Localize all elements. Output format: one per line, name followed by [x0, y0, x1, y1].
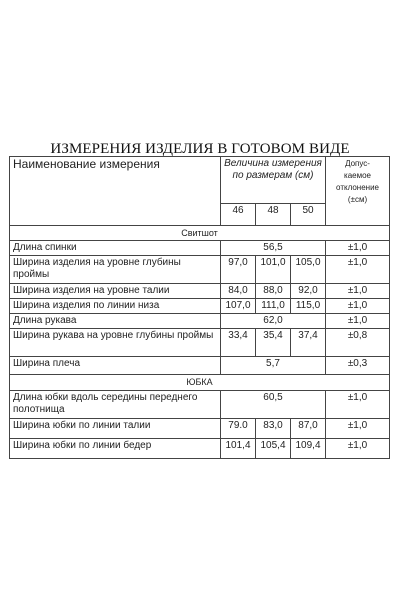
measurement-name: Длина юбки вдоль середины переднего полотнища — [10, 391, 221, 419]
merged-value: 5,7 — [221, 357, 326, 375]
document-title: ИЗМЕРЕНИЯ ИЗДЕЛИЯ В ГОТОВОМ ВИДЕ — [50, 141, 350, 157]
table-row — [10, 419, 390, 439]
merged-value: 56,5 — [221, 241, 326, 256]
measurement-name: Ширина юбки по линии бедер — [10, 439, 221, 459]
value-size-48: 35,4 — [256, 329, 291, 357]
size-header-50: 50 — [291, 204, 326, 226]
value-size-46: 101,4 — [221, 439, 256, 459]
table-row — [10, 299, 390, 314]
measurement-name: Длина рукава — [10, 314, 221, 329]
section-title: Свитшот — [10, 226, 390, 241]
tolerance-value: ±0,3 — [326, 357, 390, 375]
tolerance-value: ±1,0 — [326, 241, 390, 256]
measurement-name: Ширина рукава на уровне глубины проймы — [10, 329, 221, 357]
measurement-name: Ширина изделия на уровне талии — [10, 284, 221, 299]
tolerance-header-line1: Допус- — [345, 159, 370, 168]
value-size-50: 37,4 — [291, 329, 326, 357]
name-column-header: Наименование измерения — [10, 157, 221, 226]
table-row — [10, 329, 390, 357]
value-size-46: 107,0 — [221, 299, 256, 314]
value-size-48: 105,4 — [256, 439, 291, 459]
size-header-46: 46 — [221, 204, 256, 226]
tolerance-value: ±0,8 — [326, 329, 390, 357]
section-row — [10, 226, 390, 241]
header-row — [10, 157, 390, 204]
tolerance-header-line4: (±см) — [347, 195, 368, 204]
value-size-46: 33,4 — [221, 329, 256, 357]
value-size-48: 111,0 — [256, 299, 291, 314]
table-row — [10, 241, 390, 256]
measure-header-line1: Величина измерения — [224, 158, 322, 169]
tolerance-value: ±1,0 — [326, 314, 390, 329]
measure-header-line2: по размерам (см) — [232, 170, 314, 181]
tolerance-value: ±1,0 — [326, 419, 390, 439]
measurements-table — [9, 156, 390, 459]
size-header-48: 48 — [256, 204, 291, 226]
measurement-name: Ширина изделия на уровне глубины проймы — [10, 256, 221, 284]
tolerance-column-header — [326, 157, 390, 226]
tolerance-value: ±1,0 — [326, 256, 390, 284]
value-size-46: 97,0 — [221, 256, 256, 284]
measurement-name: Ширина изделия по линии низа — [10, 299, 221, 314]
table-row — [10, 284, 390, 299]
value-size-50: 87,0 — [291, 419, 326, 439]
merged-value: 60,5 — [221, 391, 326, 419]
tolerance-value: ±1,0 — [326, 299, 390, 314]
value-size-46: 79.0 — [221, 419, 256, 439]
measurement-name: Ширина плеча — [10, 357, 221, 375]
measurement-name: Ширина юбки по линии талии — [10, 419, 221, 439]
measure-column-header — [221, 157, 326, 204]
value-size-48: 101,0 — [256, 256, 291, 284]
value-size-50: 109,4 — [291, 439, 326, 459]
table-row — [10, 256, 390, 284]
value-size-50: 105,0 — [291, 256, 326, 284]
table-row — [10, 357, 390, 375]
measurement-name: Длина спинки — [10, 241, 221, 256]
section-row — [10, 375, 390, 391]
table-row — [10, 391, 390, 419]
tolerance-value: ±1,0 — [326, 391, 390, 419]
section-title: ЮБКА — [10, 375, 390, 391]
merged-value: 62,0 — [221, 314, 326, 329]
tolerance-header-line3: отклонение — [336, 183, 379, 192]
tolerance-header-line2: каемое — [344, 171, 371, 180]
table-row — [10, 439, 390, 459]
value-size-50: 92,0 — [291, 284, 326, 299]
tolerance-value: ±1,0 — [326, 284, 390, 299]
value-size-50: 115,0 — [291, 299, 326, 314]
table-row — [10, 314, 390, 329]
value-size-48: 83,0 — [256, 419, 291, 439]
value-size-48: 88,0 — [256, 284, 291, 299]
value-size-46: 84,0 — [221, 284, 256, 299]
tolerance-value: ±1,0 — [326, 439, 390, 459]
